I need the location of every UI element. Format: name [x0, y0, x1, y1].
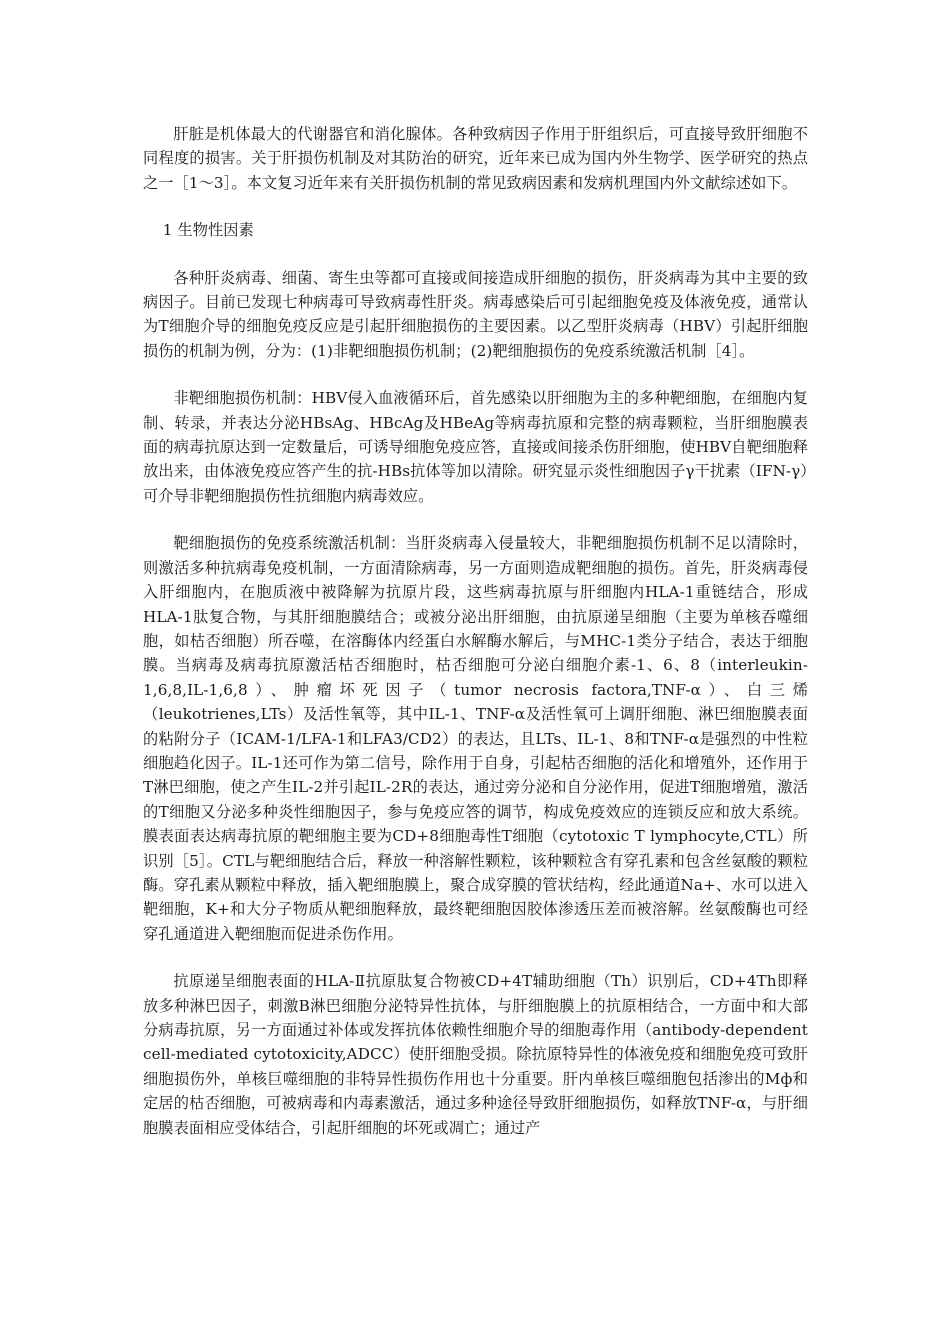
biological-factors-paragraph: 各种肝炎病毒、细菌、寄生虫等都可直接或间接造成肝细胞的损伤，肝炎病毒为其中主要的致病因子。目前已发现七种病毒可导致病毒性肝炎。病毒感染后可引起细胞免疫及体液免疫，通常认为T细胞介导的细胞免疫反应是引起肝细胞损伤的主要因素。以乙型肝炎病毒（HBV）引起肝细胞损伤的机制为例，分为：(1)非靶细胞损伤机制；(2)靶细胞损伤的免疫系统激活机制［4］。 [143, 268, 808, 360]
intro-paragraph: 肝脏是机体最大的代谢器官和消化腺体。各种致病因子作用于肝组织后，可直接导致肝细胞不同程度的损害。关于肝损伤机制及对其防治的研究，近年来已成为国内外生物学、医学研究的热点之一［1～3］。本文复习近年来有关肝损伤机制的常见致病因素和发病机理国内外文献综述如下。 [143, 125, 808, 192]
document-body [143, 122, 808, 1140]
section-heading-biological-factors: 1 生物性因素 [162, 221, 254, 240]
antigen-presenting-paragraph: 抗原递呈细胞表面的HLA-Ⅱ抗原肽复合物被CD+4T辅助细胞（Th）识别后，CD+4Th即释放多种淋巴因子，刺激B淋巴细胞分泌特异性抗体，与肝细胞膜上的抗原相结合，一方面中和大部分病毒抗原，另一方面通过补体或发挥抗体依赖性细胞介导的细胞毒作用（antibody-dependent cell-mediated cytotoxicity,ADCC）使肝细胞受损。除抗原特异性的体液免疫和细胞免疫可致肝细胞损伤外，单核巨噬细胞的非特异性损伤作用也十分重要。肝内单核巨噬细胞包括渗出的Mф和定居的枯否细胞，可被病毒和内毒素激活，通过多种途径导致肝细胞损伤，如释放TNF-α，与肝细胞膜表面相应受体结合，引起肝细胞的坏死或凋亡；通过产 [143, 972, 808, 1137]
non-target-cell-paragraph: 非靶细胞损伤机制：HBV侵入血液循环后，首先感染以肝细胞为主的多种靶细胞，在细胞内复制、转录，并表达分泌HBsAg、HBcAg及HBeAg等病毒抗原和完整的病毒颗粒，当肝细胞膜表面的病毒抗原达到一定数量后，可诱导细胞免疫应答，直接或间接杀伤肝细胞，使HBV自靶细胞释放出来，由体液免疫应答产生的抗-HBs抗体等加以清除。研究显示炎性细胞因子γ干扰素（IFN-γ）可介导非靶细胞损伤性抗细胞内病毒效应。 [143, 389, 808, 505]
target-cell-immune-paragraph: 靶细胞损伤的免疫系统激活机制：当肝炎病毒入侵量较大，非靶细胞损伤机制不足以清除时，则激活多种抗病毒免疫机制，一方面清除病毒，另一方面则造成靶细胞的损伤。首先，肝炎病毒侵入肝细胞内，在胞质液中被降解为抗原片段，这些病毒抗原与肝细胞内HLA-1重链结合，形成HLA-1肽复合物，与其肝细胞膜结合；或被分泌出肝细胞，由抗原递呈细胞（主要为单核吞噬细胞，如枯否细胞）所吞噬，在溶酶体内经蛋白水解酶水解后，与MHC-1类分子结合，表达于细胞膜。当病毒及病毒抗原激活枯否细胞时，枯否细胞可分泌白细胞介素-1、6、8（interleukin-1,6,8,IL-1,6,8）、肿瘤坏死因子（tumor necrosis factora,TNF-α）、白三烯（leukotrienes,LTs）及活性氧等，其中IL-1、TNF-α及活性氧可上调肝细胞、淋巴细胞膜表面的粘附分子（ICAM-1/LFA-1和LFA3/CD2）的表达，且LTs、IL-1、8和TNF-α是强烈的中性粒细胞趋化因子。IL-1还可作为第二信号，除作用于自身，引起枯否细胞的活化和增殖外，还作用于T淋巴细胞，使之产生IL-2并引起IL-2R的表达，通过旁分泌和自分泌作用，促进T细胞增殖，激活的T细胞又分泌多种炎性细胞因子，参与免疫应答的调节，构成免疫效应的连锁反应和放大系统。膜表面表达病毒抗原的靶细胞主要为CD+8细胞毒性T细胞（cytotoxic T lymphocyte,CTL）所识别［5］。CTL与靶细胞结合后，释放一种溶解性颗粒，该种颗粒含有穿孔素和包含丝氨酸的颗粒酶。穿孔素从颗粒中释放，插入靶细胞膜上，聚合成穿膜的管状结构，经此通道Na+、水可以进入靶细胞，K+和大分子物质从靶细胞释放，最终靶细胞因胶体渗透压差而被溶解。丝氨酸酶也可经穿孔通道进入靶细胞而促进杀伤作用。 [143, 534, 809, 943]
